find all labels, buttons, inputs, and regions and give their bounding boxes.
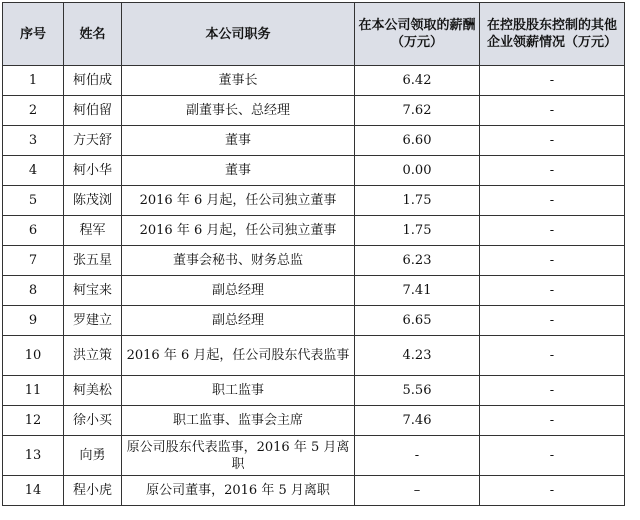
header-other-salary: 在控股股东控制的其他企业领薪情况（万元） (480, 3, 625, 66)
cell-name: 程小虎 (64, 476, 122, 506)
cell-other-salary: - (480, 96, 625, 126)
cell-other-salary: - (480, 216, 625, 246)
cell-position: 原公司股东代表监事，2016 年 5 月离职 (122, 436, 355, 476)
cell-position: 职工监事、监事会主席 (122, 406, 355, 436)
salary-table (2, 2, 625, 506)
cell-name: 洪立策 (64, 336, 122, 376)
cell-name: 柯伯留 (64, 96, 122, 126)
cell-salary: 6.42 (355, 66, 480, 96)
cell-salary: 1.75 (355, 186, 480, 216)
cell-salary: 0.00 (355, 156, 480, 186)
table-body (3, 66, 625, 506)
cell-salary: 1.75 (355, 216, 480, 246)
header-position: 本公司职务 (122, 3, 355, 66)
cell-position: 副总经理 (122, 306, 355, 336)
cell-salary: 7.41 (355, 276, 480, 306)
cell-serial: 8 (3, 276, 64, 306)
cell-position: 原公司董事，2016 年 5 月离职 (122, 476, 355, 506)
cell-name: 方天舒 (64, 126, 122, 156)
header-name: 姓名 (64, 3, 122, 66)
cell-salary: – (355, 476, 480, 506)
cell-salary: - (355, 436, 480, 476)
table-row (3, 156, 625, 186)
cell-other-salary: - (480, 436, 625, 476)
cell-serial: 5 (3, 186, 64, 216)
cell-position: 副总经理 (122, 276, 355, 306)
cell-position: 董事 (122, 126, 355, 156)
cell-name: 程军 (64, 216, 122, 246)
cell-serial: 12 (3, 406, 64, 436)
cell-position: 副董事长、总经理 (122, 96, 355, 126)
cell-salary: 5.56 (355, 376, 480, 406)
cell-other-salary: - (480, 476, 625, 506)
cell-serial: 14 (3, 476, 64, 506)
cell-salary: 7.62 (355, 96, 480, 126)
cell-other-salary: - (480, 66, 625, 96)
table-row (3, 436, 625, 476)
header-salary: 在本公司领取的薪酬（万元） (355, 3, 480, 66)
cell-position: 2016 年 6 月起，任公司股东代表监事 (122, 336, 355, 376)
table-row (3, 66, 625, 96)
cell-serial: 3 (3, 126, 64, 156)
cell-serial: 9 (3, 306, 64, 336)
cell-name: 柯宝来 (64, 276, 122, 306)
cell-serial: 11 (3, 376, 64, 406)
table-row (3, 376, 625, 406)
cell-position: 董事长 (122, 66, 355, 96)
table-row (3, 476, 625, 506)
table-row (3, 336, 625, 376)
cell-other-salary: - (480, 126, 625, 156)
cell-position: 2016 年 6 月起，任公司独立董事 (122, 216, 355, 246)
cell-other-salary: - (480, 306, 625, 336)
cell-name: 向勇 (64, 436, 122, 476)
cell-other-salary: - (480, 406, 625, 436)
cell-serial: 10 (3, 336, 64, 376)
cell-name: 张五星 (64, 246, 122, 276)
cell-other-salary: - (480, 376, 625, 406)
cell-name: 柯美松 (64, 376, 122, 406)
cell-salary: 6.65 (355, 306, 480, 336)
table-row (3, 96, 625, 126)
cell-name: 陈茂浏 (64, 186, 122, 216)
cell-salary: 6.23 (355, 246, 480, 276)
cell-other-salary: - (480, 186, 625, 216)
cell-salary: 4.23 (355, 336, 480, 376)
cell-position: 董事会秘书、财务总监 (122, 246, 355, 276)
cell-salary: 7.46 (355, 406, 480, 436)
table-row (3, 186, 625, 216)
header-serial: 序号 (3, 3, 64, 66)
cell-position: 2016 年 6 月起，任公司独立董事 (122, 186, 355, 216)
cell-name: 柯伯成 (64, 66, 122, 96)
cell-serial: 1 (3, 66, 64, 96)
cell-position: 董事 (122, 156, 355, 186)
cell-serial: 13 (3, 436, 64, 476)
cell-other-salary: - (480, 246, 625, 276)
cell-serial: 4 (3, 156, 64, 186)
cell-other-salary: - (480, 276, 625, 306)
table-row (3, 306, 625, 336)
header-row (3, 3, 625, 66)
cell-name: 柯小华 (64, 156, 122, 186)
cell-serial: 7 (3, 246, 64, 276)
cell-serial: 2 (3, 96, 64, 126)
cell-name: 徐小买 (64, 406, 122, 436)
cell-serial: 6 (3, 216, 64, 246)
table-row (3, 216, 625, 246)
cell-name: 罗建立 (64, 306, 122, 336)
table-row (3, 406, 625, 436)
table-row (3, 246, 625, 276)
cell-position: 职工监事 (122, 376, 355, 406)
table-row (3, 126, 625, 156)
cell-other-salary: - (480, 336, 625, 376)
cell-other-salary: - (480, 156, 625, 186)
cell-salary: 6.60 (355, 126, 480, 156)
table-row (3, 276, 625, 306)
